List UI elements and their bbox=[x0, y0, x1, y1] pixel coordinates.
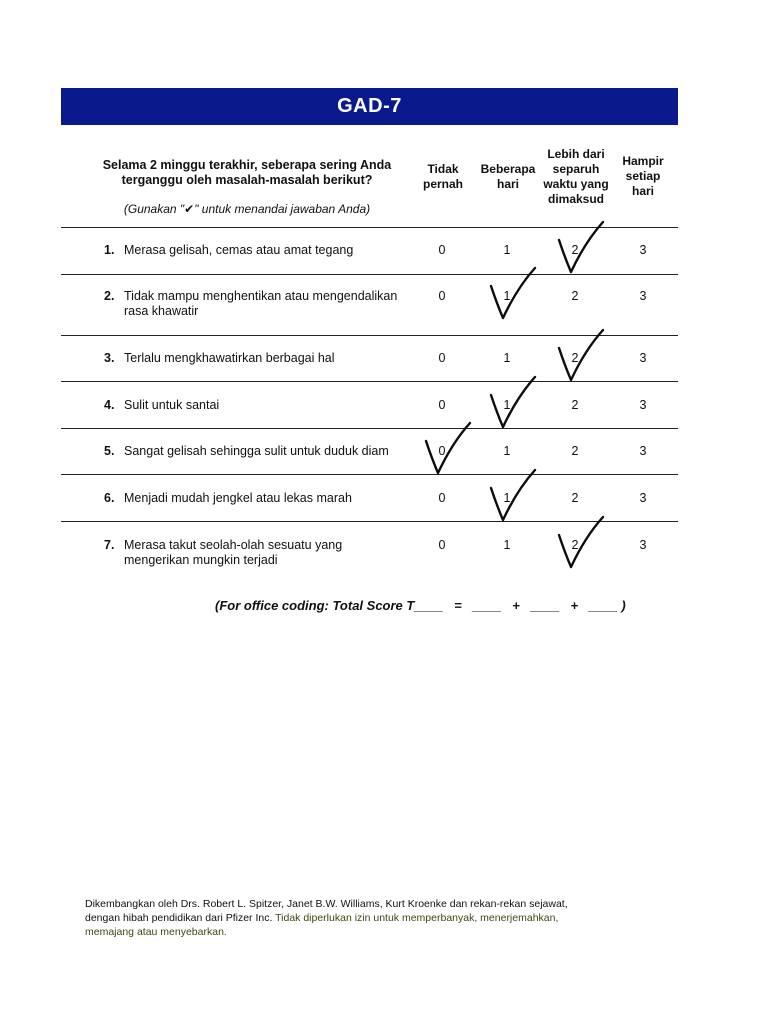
row-divider bbox=[61, 335, 678, 336]
item-row bbox=[104, 243, 414, 258]
item-row bbox=[104, 491, 414, 506]
score-option[interactable]: 0 bbox=[438, 243, 446, 257]
item-number: 4. bbox=[104, 398, 115, 412]
office-coding-line: (For office coding: Total Score T____ = ____ + ____ + ____ ) bbox=[215, 598, 626, 613]
row-divider bbox=[61, 227, 678, 228]
score-option[interactable]: 2 bbox=[571, 444, 579, 458]
score-option[interactable]: 2 bbox=[571, 243, 579, 257]
item-row bbox=[104, 398, 414, 413]
header-instruction: (Gunakan "✔" untuk menandai jawaban Anda) bbox=[123, 202, 371, 216]
score-option[interactable]: 3 bbox=[639, 289, 647, 303]
item-text: Sangat gelisah sehingga sulit untuk duduk diam bbox=[124, 444, 389, 458]
row-divider bbox=[61, 474, 678, 475]
header-question: Selama 2 minggu terakhir, seberapa sering Anda terganggu oleh masalah-masalah berikut? bbox=[102, 158, 392, 187]
row-divider bbox=[61, 428, 678, 429]
row-divider bbox=[61, 274, 678, 275]
column-header-not-at-all: Tidak pernah bbox=[422, 162, 463, 191]
score-option[interactable]: 1 bbox=[503, 444, 511, 458]
score-option[interactable]: 0 bbox=[438, 289, 446, 303]
item-row bbox=[104, 289, 414, 319]
row-divider bbox=[61, 521, 678, 522]
score-option[interactable]: 1 bbox=[503, 398, 511, 412]
item-number: 3. bbox=[104, 351, 115, 365]
column-header-nearly-every-day: Hampir setiap hari bbox=[622, 154, 664, 198]
score-option[interactable]: 0 bbox=[438, 351, 446, 365]
column-header-more-than-half: Lebih dari separuh waktu yang dimaksud bbox=[543, 147, 609, 206]
score-option[interactable]: 1 bbox=[503, 538, 511, 552]
item-row bbox=[104, 351, 414, 366]
title-bar bbox=[61, 88, 678, 125]
footer-credits bbox=[85, 897, 575, 939]
item-row bbox=[104, 538, 414, 568]
score-option[interactable]: 3 bbox=[639, 491, 647, 505]
score-option[interactable]: 3 bbox=[639, 243, 647, 257]
score-option[interactable]: 3 bbox=[639, 351, 647, 365]
score-option[interactable]: 3 bbox=[639, 538, 647, 552]
score-option[interactable]: 0 bbox=[438, 398, 446, 412]
score-option[interactable]: 3 bbox=[639, 398, 647, 412]
score-option[interactable]: 0 bbox=[438, 444, 446, 458]
score-option[interactable]: 2 bbox=[571, 351, 579, 365]
score-option[interactable]: 1 bbox=[503, 289, 511, 303]
item-number: 6. bbox=[104, 491, 115, 505]
item-number: 1. bbox=[104, 243, 115, 257]
score-option[interactable]: 3 bbox=[639, 444, 647, 458]
score-option[interactable]: 1 bbox=[503, 491, 511, 505]
item-text: Terlalu mengkhawatirkan berbagai hal bbox=[124, 351, 335, 365]
item-number: 2. bbox=[104, 289, 115, 303]
item-text: Merasa gelisah, cemas atau amat tegang bbox=[124, 243, 354, 257]
footer-credits-text: Dikembangkan oleh Drs. Robert L. Spitzer, Janet B.W. Williams, Kurt Kroenke dan rekan-rekan sejawat, dengan hibah pendidikan dari Pfizer Inc. bbox=[85, 898, 568, 924]
form-title: GAD-7 bbox=[337, 95, 402, 117]
score-option[interactable]: 2 bbox=[571, 289, 579, 303]
item-number: 5. bbox=[104, 444, 115, 458]
score-option[interactable]: 2 bbox=[571, 398, 579, 412]
score-option[interactable]: 0 bbox=[438, 491, 446, 505]
footer-permission-text: Tidak diperlukan izin untuk memperbanyak, menerjemahkan, memajang atau menyebarkan. bbox=[85, 912, 559, 938]
item-number: 7. bbox=[104, 538, 115, 552]
item-text: Sulit untuk santai bbox=[124, 398, 220, 412]
score-option[interactable]: 1 bbox=[503, 351, 511, 365]
column-header-several-days: Beberapa hari bbox=[480, 162, 536, 191]
item-text: Tidak mampu menghentikan atau mengendalikan rasa khawatir bbox=[124, 289, 398, 318]
item-text: Menjadi mudah jengkel atau lekas marah bbox=[124, 491, 352, 505]
item-text: Merasa takut seolah-olah sesuatu yang mengerikan mungkin terjadi bbox=[124, 538, 343, 567]
row-divider bbox=[61, 381, 678, 382]
score-option[interactable]: 1 bbox=[503, 243, 511, 257]
score-option[interactable]: 2 bbox=[571, 491, 579, 505]
score-option[interactable]: 2 bbox=[571, 538, 579, 552]
item-row bbox=[104, 444, 414, 459]
score-option[interactable]: 0 bbox=[438, 538, 446, 552]
